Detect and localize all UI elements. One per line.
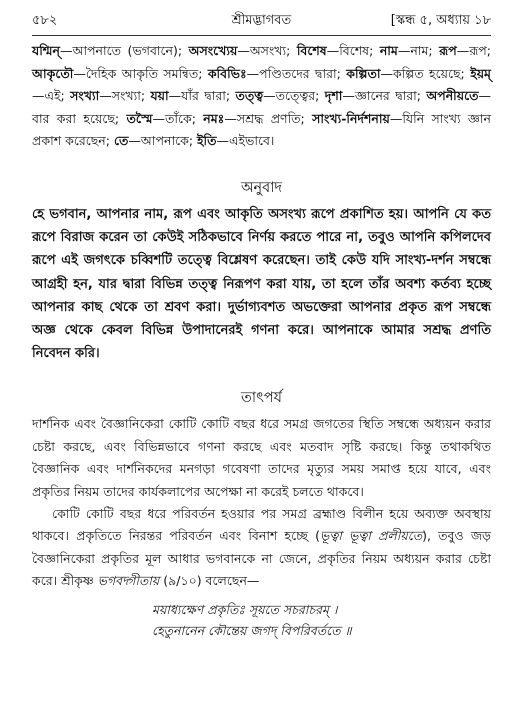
synonym-meaning: —এইভাবে।: [216, 133, 275, 149]
page-header: [32, 10, 491, 32]
purport-quote: ভূত্বা ভূত্বা প্রলীয়তে: [320, 528, 423, 544]
synonym-word: নাম: [379, 43, 398, 58]
synonym-meaning: —এই;: [32, 88, 71, 104]
synonym-meaning: —আপনাকে;: [128, 133, 198, 149]
synonym-meaning: —তাঁকে;: [152, 110, 204, 126]
synonym-meaning: —সশ্রদ্ধ প্রণতি;: [224, 110, 313, 126]
synonym-word: যশ্মিন্: [32, 43, 60, 58]
synonym-meaning: —যাঁর দ্বারা;: [168, 88, 236, 104]
translation-heading: অনুবাদ: [240, 179, 283, 196]
page-number: ৫৮২: [32, 13, 58, 28]
synonym-word: কল্পিতা: [346, 65, 381, 81]
synonym-word: অসংখ্যেয়: [188, 43, 238, 58]
purport-text: ), তবুও জড় বৈজ্ঞানিকেরা প্রকৃতির মূল আধার ভগবানকে না জেনে, প্রকৃতির নিয়ম অধ্যয়ন করার চেষ্টা করে। শ্রীকৃষ্ণ: [32, 528, 491, 589]
purport-text: কোটি কোটি বছর ধরে পরিবর্তন হওয়ার পর সমগ্র ব্রহ্মাণ্ড বিলীন হয়ে অব্যক্ত অবস্থায় থাকবে। প্রকৃতিতে নিরন্তর পরিবর্তন এবং বিনাশ হচ্ছে (: [32, 506, 491, 544]
synonym-word: আকৃতৌ: [32, 65, 74, 81]
synonym-word: রূপ: [439, 43, 457, 58]
translation-text: হে ভগবান, আপনার নাম, রূপ এবং আকৃতি অসংখ্য রূপে প্রকাশিত হয়। আপনি যে কত রূপে বিরাজ করেন তা কেউই সঠিকভাবে নির্ণয় করতে পারে না, তবুও আপনি কপিলদেব রূপে এই জগৎকে চব্বিশটি তত্ত্বে বিশ্লেষণ করেছেন। তাই কেউ যদি সাংখ্য-দর্শন সম্বন্ধে আগ্রহী হন, যার দ্বারা বিভিন্ন তত্ত্ব নিরূপণ করা যায়, তা হলে তাঁর অবশ্য কর্তব্য হচ্ছে আপনার কাছ থেকে তা শ্রবণ করা। দুর্ভাগ্যবশত অভক্তেরা আপনার প্রকৃত রূপ সম্বন্ধে অজ্ঞ থেকে কেবল বিভিন্ন উপাদানেরই গণনা করে। আপনাকে আমার সশ্রদ্ধ প্রণতি নিবেদন করি।: [32, 206, 491, 362]
header-divider: [32, 35, 491, 36]
verse-line-1: ময়াধ্যক্ষেণ প্রকৃতিঃ সূয়তে সচরাচরম্ ।: [152, 601, 338, 617]
synonym-meaning: —দৈহিক আকৃতি সমন্বিত;: [73, 65, 208, 81]
synonym-word: সংখ্যা: [70, 88, 100, 104]
synonym-word: অপনীয়তে: [426, 88, 479, 104]
purport-heading: তাৎপর্য: [240, 390, 283, 407]
verse-quote: [32, 599, 491, 642]
synonym-word: ইতি: [197, 133, 217, 149]
synonym-meaning: —সংখ্যা;: [99, 88, 151, 104]
purport-text: (৯/১০) বলেছেন—: [159, 573, 260, 589]
synonym-meaning: —অসংখ্য;: [237, 43, 297, 58]
synonym-word: কবিভিঃ: [207, 65, 247, 81]
synonym-meaning: —আপনাতে (ভগবানে);: [59, 43, 189, 58]
synonym-meaning: —বিশেষ;: [326, 43, 380, 58]
synonym-word: যয়া: [150, 88, 169, 104]
synonyms-paragraph: [32, 40, 491, 153]
synonym-meaning: —বার করা হয়েছে;: [32, 88, 492, 126]
synonym-meaning: —কল্পিত হয়েছে;: [380, 65, 471, 81]
synonym-word: তস্মৈ: [126, 110, 153, 126]
page-body: [32, 40, 491, 642]
synonym-meaning: —পণ্ডিতদের দ্বারা;: [246, 65, 347, 81]
synonym-word: দৃশা: [324, 88, 343, 104]
synonym-word: সাংখ্য-নির্দশনায়: [312, 110, 390, 126]
synonym-meaning: —জ্ঞানের দ্বারা;: [342, 88, 427, 104]
synonym-word: বিশেষ: [296, 43, 327, 58]
synonym-word: তত্ত্ব: [235, 88, 264, 104]
synonym-meaning: —রূপ;: [456, 43, 492, 58]
synonym-word: ইয়ম্: [470, 65, 491, 81]
synonym-meaning: —যিনি সাংখ্য জ্ঞান প্রকাশ করেছেন;: [32, 110, 491, 149]
synonym-word: তে: [113, 133, 129, 149]
book-title: শ্রীমদ্ভাগবত: [231, 13, 292, 28]
synonym-word: নমঃ: [203, 110, 225, 126]
purport-paragraph-1: দার্শনিক এবং বৈজ্ঞানিকেরা কোটি কোটি বছর ধরে সমগ্র জগতের স্থিতি সম্বন্ধে অধ্যয়ন করার চেষ্টা করছে, এবং বিভিন্নভাবে গণনা করছে এবং মতবাদ সৃষ্টি করছে। কিন্তু তথাকথিত বৈজ্ঞানিক এবং দার্শনিকদের মনগড়া গবেষণা তাদের মৃত্যুর সময় সমাপ্ত হয়ে যাবে, এবং প্রকৃতির নিয়ম তাদের কার্যকলাপের অপেক্ষা না করেই চলতে থাকবে।: [32, 416, 491, 499]
chapter-reference: [স্কন্ধ ৫, অধ্যায় ১৮: [390, 13, 491, 28]
scripture-title: ভগবদ্গীতায়: [97, 573, 160, 589]
synonym-meaning: —তত্ত্বের;: [263, 88, 325, 104]
synonym-meaning: —নাম;: [397, 43, 440, 58]
purport-paragraph-2: [32, 503, 491, 593]
verse-line-2: হেতুনানেন কৌন্তেয় জগদ্ বিপরিবর্ততে ॥: [152, 623, 352, 639]
